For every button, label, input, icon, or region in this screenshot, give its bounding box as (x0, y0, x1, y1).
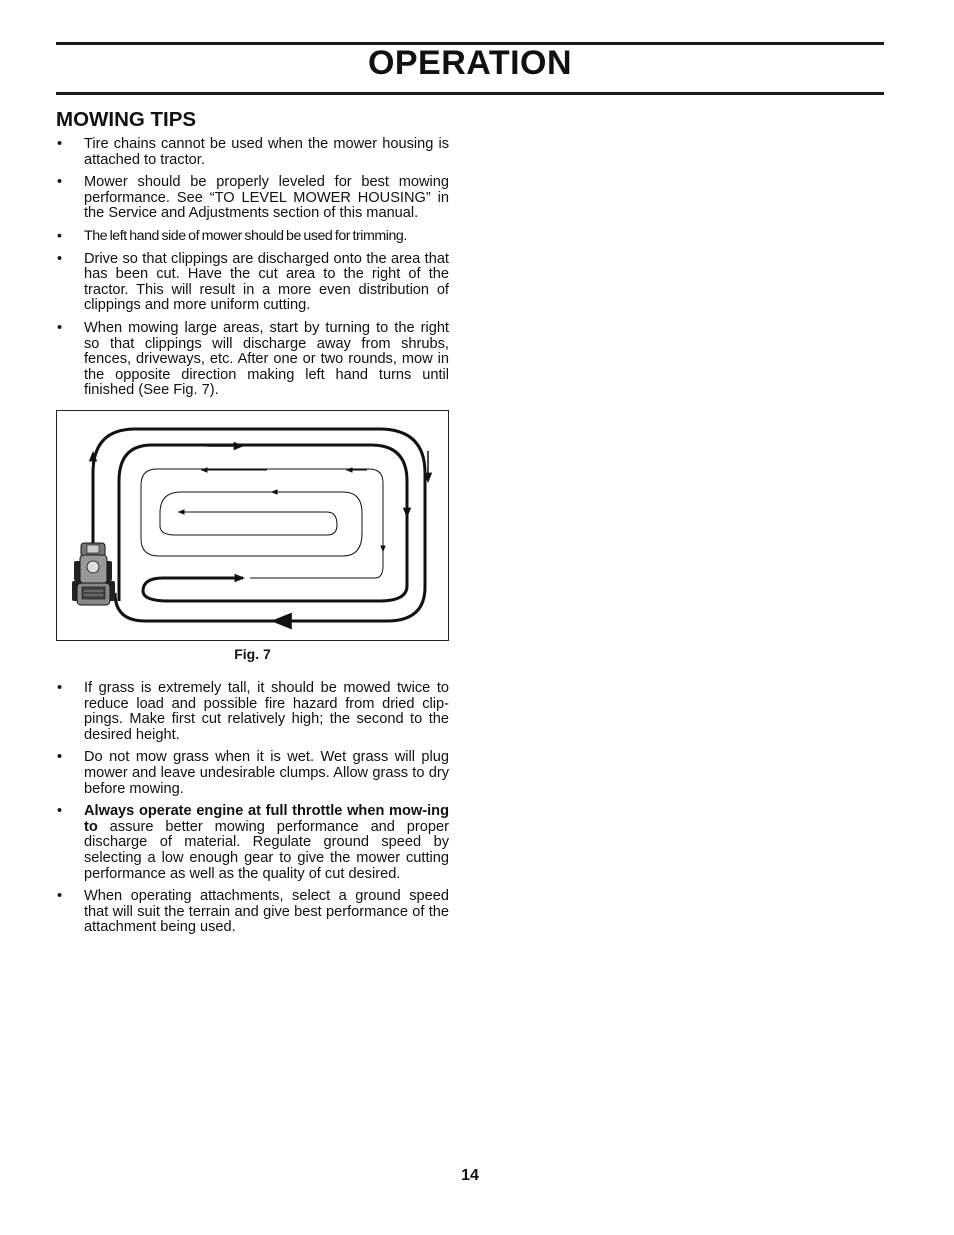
list-item-text: Do not mow grass when it is wet. Wet grass will plug mower and leave undesirable clumps. Allow grass to dry before mowing. (84, 749, 449, 797)
list-item-text: When mowing large areas, start by turning to the right so that clippings will discharge away from shrubs, fences, driveways, etc. After one or two rounds, mow in the opposite direction making left hand turns until finished (See Fig. 7). (84, 319, 449, 399)
list-item-text: When operating attachments, select a ground speed that will suit the terrain and give best performance of the attachment being used. (84, 888, 449, 936)
list-item: • Drive so that clippings are discharged onto the area that has been cut. Have the cut area to the right of the tractor. This will result in a more even distribution of clippings and more uniform cutting. (57, 250, 449, 314)
list-item-text: assure better mowing performance and proper discharge of material. Regulate ground speed by selecting a low enough gear to give the mower cutting performance as well as the quality of cut desired. (84, 818, 449, 882)
list-item: • Tire chains cannot be used when the mower housing is attached to tractor. (57, 136, 449, 168)
page-title: OPERATION (367, 44, 573, 82)
section-heading: MOWING TIPS (56, 108, 197, 131)
tips-list-top (56, 137, 449, 406)
mowing-pattern-figure (56, 410, 449, 641)
list-item: • Do not mow grass when it is wet. Wet grass will plug mower and leave undesirable clumps. Allow grass to dry before mowing. (57, 749, 449, 797)
inner-pass-path (160, 492, 362, 556)
list-item-bold-text: Always operate engine at full throttle when mow-ing to (84, 803, 449, 835)
list-item-text: Tire chains cannot be used when the mower housing is attached to tractor. (84, 136, 449, 168)
list-item: • The left hand side of mower should be used for trimming. (57, 227, 407, 244)
list-item: • Mower should be properly leveled for best mowing performance. See “TO LEVEL MOWER HOUSING” in the Service and Adjustments section of this manual. (57, 174, 449, 222)
list-item: • Always operate engine at full throttle when mow-ing to assure better mowing performance and proper discharge of material. Regulate ground speed by selecting a low enough gear to give the mower cutting performance as well as the quality of cut desired. (57, 803, 449, 882)
third-pass-path (141, 469, 383, 578)
figure-caption: Fig. 7 (234, 646, 271, 662)
list-item: • If grass is extremely tall, it should be mowed twice to reduce load and possible fire hazard from dried clip-pings. Make first cut relatively high; the second to the desired height. (57, 680, 449, 743)
list-item-text: Drive so that clippings are discharged onto the area that has been cut. Have the cut area to the right of the tractor. This will result in a more even distribution of clippings and more uniform cutting. (84, 250, 449, 314)
list-item: • When operating attachments, select a ground speed that will suit the terrain and give best performance of the attachment being used. (57, 888, 449, 936)
tractor-icon (72, 543, 115, 605)
list-item: • When mowing large areas, start by turning to the right so that clippings will discharge away from shrubs, fences, driveways, etc. After one or two rounds, mow in the opposite direction making left hand turns until finished (See Fig. 7). (57, 319, 449, 399)
list-item-text: Mower should be properly leveled for best mowing performance. See “TO LEVEL MOWER HOUSING” in the Service and Adjustments section of this manual. (84, 174, 449, 222)
list-item-text: If grass is extremely tall, it should be mowed twice to reduce load and possible fire hazard from dried clip-pings. Make first cut relatively high; the second to the desired height. (84, 680, 449, 743)
list-item-text: The left hand side of mower should be used for trimming. (84, 227, 407, 244)
tips-list-bottom (56, 681, 449, 943)
mowing-pattern-diagram (57, 411, 448, 640)
page-number: 14 (461, 1167, 479, 1184)
header-bottom-rule (56, 92, 884, 95)
